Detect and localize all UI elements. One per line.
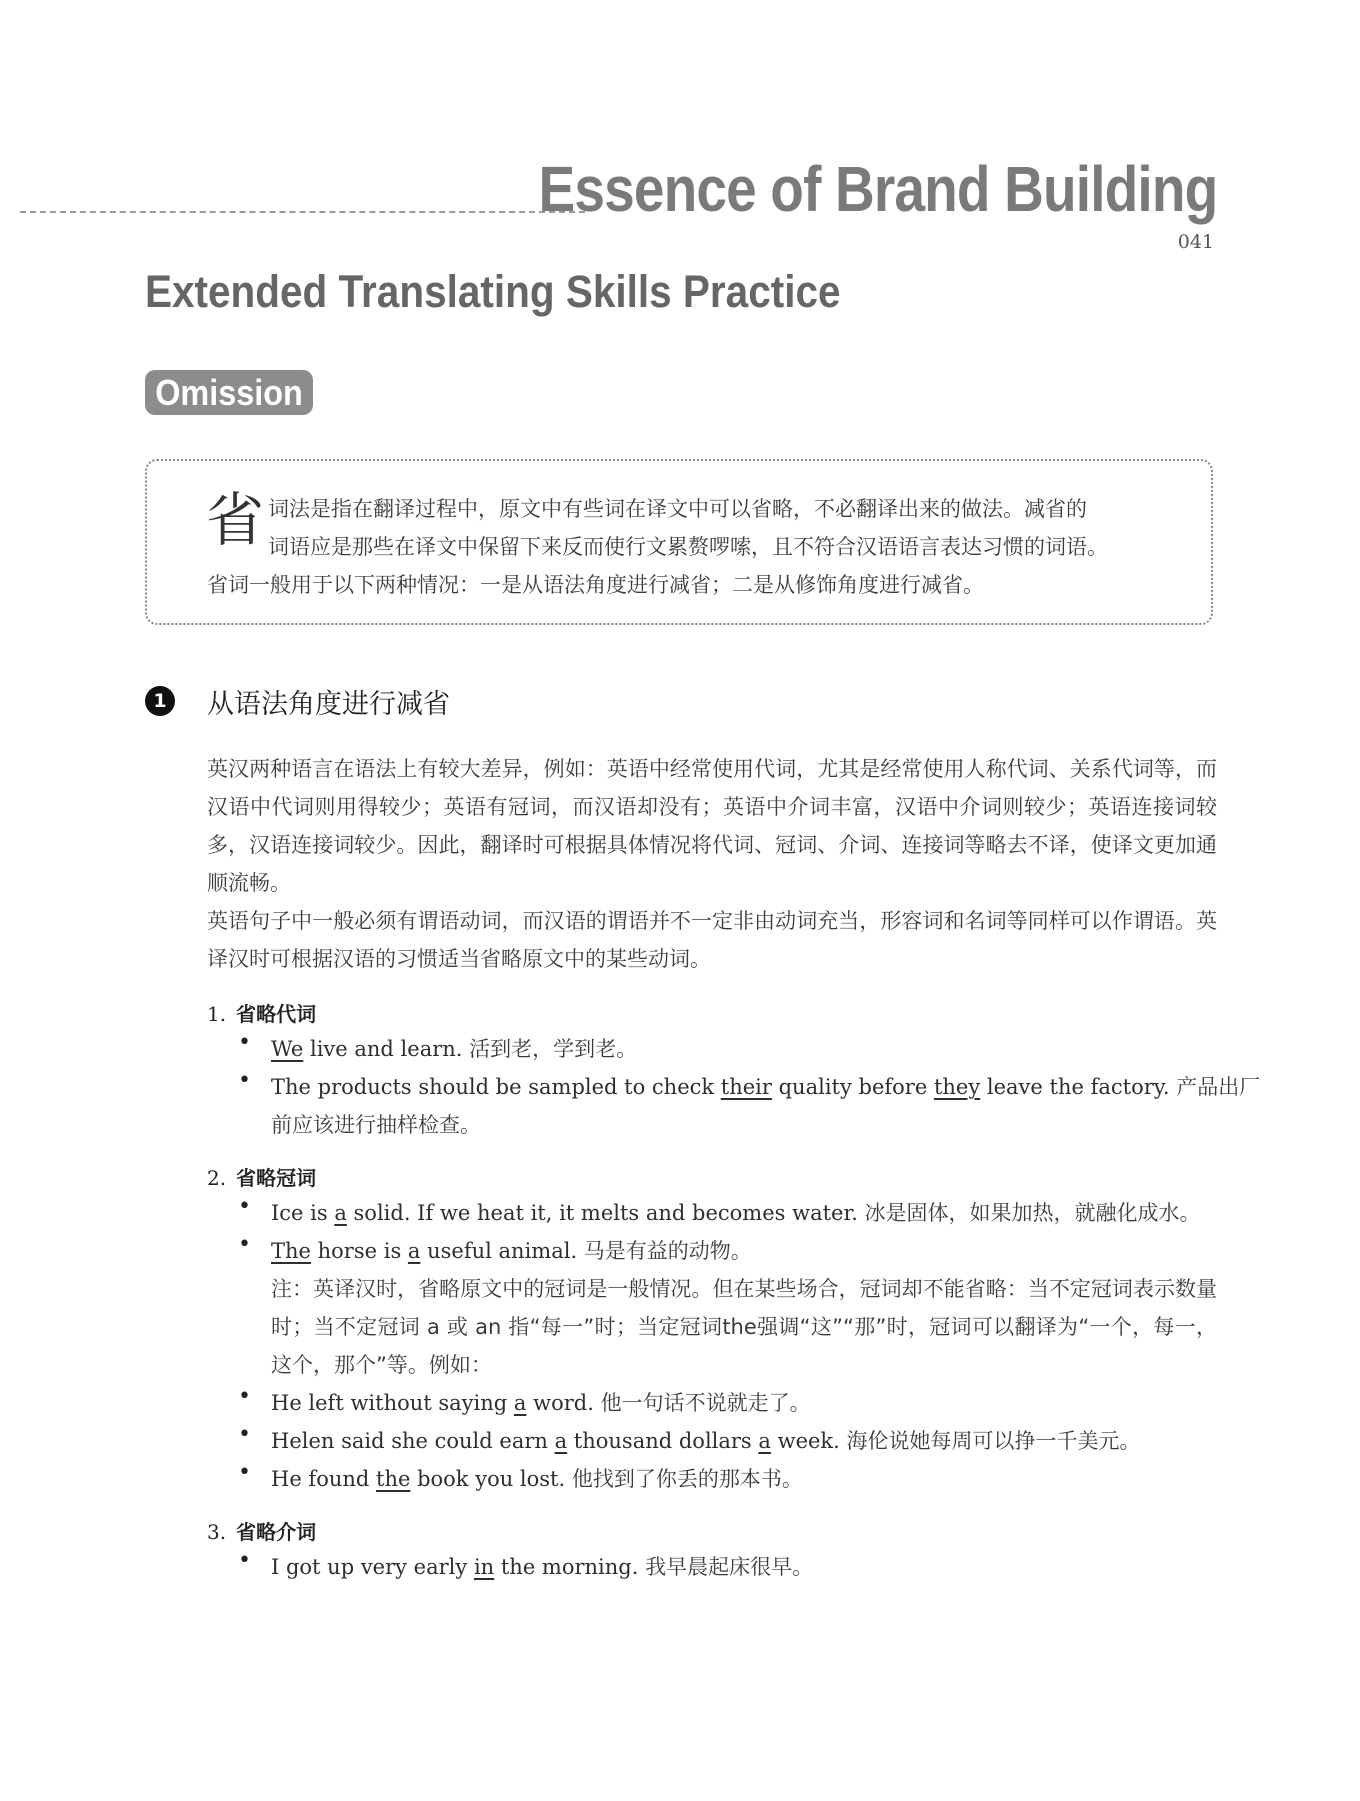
bullet: •	[238, 1194, 251, 1219]
example-text: useful animal.	[420, 1239, 584, 1263]
underlined-word: in	[473, 1555, 495, 1579]
example-text: the morning.	[494, 1555, 646, 1579]
example-translation: 马是有益的动物。	[583, 1239, 752, 1263]
list-heading-label: 省略冠词	[236, 1166, 317, 1190]
example-text: Helen said she could earn	[271, 1429, 555, 1453]
example-text: He left without saying	[271, 1391, 514, 1415]
bullet: •	[238, 1422, 251, 1447]
paragraph-2: 英语句子中一般必须有谓语动词，而汉语的谓语并不一定非由动词充当，形容词和名词等同样可以作谓语。英译汉时可根据汉语的习惯适当省略原文中的某些动词。	[207, 909, 1217, 971]
intro-line-2: 词语应是那些在译文中保留下来反而使行文累赘啰嗦，且不符合汉语语言表达习惯的词语。	[268, 535, 1108, 559]
underlined-word: they	[933, 1075, 981, 1099]
example-text: horse is	[310, 1239, 408, 1263]
bullet: •	[238, 1548, 251, 1573]
running-header-title: Essence of Brand Building	[538, 153, 1217, 225]
list-heading-pronoun	[207, 998, 316, 1027]
example-item	[271, 1068, 1261, 1106]
underlined-word: a	[334, 1201, 347, 1225]
list-number: 1.	[207, 1002, 227, 1026]
bullet: •	[238, 1232, 251, 1257]
underlined-word: We	[271, 1037, 304, 1061]
underlined-word: a	[554, 1429, 568, 1453]
example-translation-cont: 前应该进行抽样检查。	[271, 1113, 481, 1137]
example-item	[271, 1460, 1217, 1498]
example-translation: 他找到了你丢的那本书。	[571, 1467, 803, 1491]
omission-tag	[145, 370, 313, 415]
bullet: •	[238, 1068, 251, 1093]
underlined-word: a	[758, 1429, 771, 1453]
underlined-word: The	[271, 1239, 311, 1263]
list-heading-label: 省略代词	[236, 1002, 317, 1026]
example-translation: 活到老，学到老。	[469, 1037, 638, 1061]
header-dashed-rule	[20, 211, 585, 213]
list-number: 3.	[207, 1520, 227, 1544]
example-item	[271, 1384, 1217, 1422]
example-text: Ice is	[271, 1201, 335, 1225]
example-translation: 我早晨起床很早。	[645, 1555, 814, 1579]
intro-line-3: 省词一般用于以下两种情况：一是从语法角度进行减省；二是从修饰角度进行减省。	[207, 573, 984, 597]
intro-dropcap: 省	[206, 486, 265, 554]
section-title: Extended Translating Skills Practice	[145, 266, 841, 317]
example-translation: 冰是固体，如果加热，就融化成水。	[864, 1201, 1201, 1225]
bullet: •	[238, 1460, 251, 1485]
bullet: •	[238, 1030, 251, 1055]
omission-tag-label: Omission	[155, 372, 303, 413]
bullet: •	[238, 1384, 251, 1409]
example-item	[271, 1194, 1217, 1232]
example-text: leave the factory.	[980, 1075, 1177, 1099]
intro-line-1: 词法是指在翻译过程中，原文中有些词在译文中可以省略，不必翻译出来的做法。减省的	[268, 497, 1087, 521]
list-number: 2.	[207, 1166, 227, 1190]
example-text: quality before	[771, 1075, 934, 1099]
example-item	[271, 1548, 1217, 1586]
list-heading-preposition	[207, 1516, 316, 1545]
example-translation: 海伦说她每周可以挣一千美元。	[846, 1429, 1141, 1453]
paragraph-1: 英汉两种语言在语法上有较大差异，例如：英语中经常使用代词，尤其是经常使用人称代词、关系代词等，而汉语中代词则用得较少；英语有冠词，而汉语却没有；英语中介词丰富，汉语中介词则较少；英语连接词较多，汉语连接词较少。因此，翻译时可根据具体情况将代词、冠词、介词、连接词等略去不译，使译文更加通顺流畅。	[207, 757, 1217, 895]
example-translation: 产品出厂	[1176, 1075, 1261, 1099]
example-text: The products should be sampled to check	[271, 1075, 721, 1099]
example-text: word.	[526, 1391, 601, 1415]
example-text: live and learn.	[303, 1037, 470, 1061]
underlined-word: a	[407, 1239, 421, 1263]
example-text: week.	[770, 1429, 847, 1453]
example-text: He found	[271, 1467, 376, 1491]
underlined-word: their	[720, 1075, 772, 1099]
example-text: solid. If we heat it, it melts and becomes water.	[346, 1201, 865, 1225]
example-text: I got up very early	[271, 1555, 474, 1579]
underlined-word: the	[376, 1467, 411, 1491]
example-translation: 他一句话不说就走了。	[600, 1391, 811, 1415]
list-heading-label: 省略介词	[236, 1520, 317, 1544]
heading-title: 从语法角度进行减省	[207, 689, 450, 720]
heading-number-badge: 1	[145, 686, 175, 716]
page-number: 041	[1177, 231, 1214, 253]
underlined-word: a	[513, 1391, 527, 1415]
example-item	[271, 1030, 1217, 1068]
example-item	[271, 1232, 1217, 1270]
example-item	[271, 1422, 1217, 1460]
example-text: book you lost.	[410, 1467, 572, 1491]
note-paragraph: 注：英译汉时，省略原文中的冠词是一般情况。但在某些场合，冠词却不能省略：当不定冠词表示数量时；当不定冠词 a 或 an 指“每一”时；当定冠词the强调“这”“那”时，冠词可以翻译为“一个，每一，这个，那个”等。例如：	[271, 1277, 1217, 1377]
example-text: thousand dollars	[567, 1429, 759, 1453]
list-heading-article	[207, 1162, 316, 1191]
